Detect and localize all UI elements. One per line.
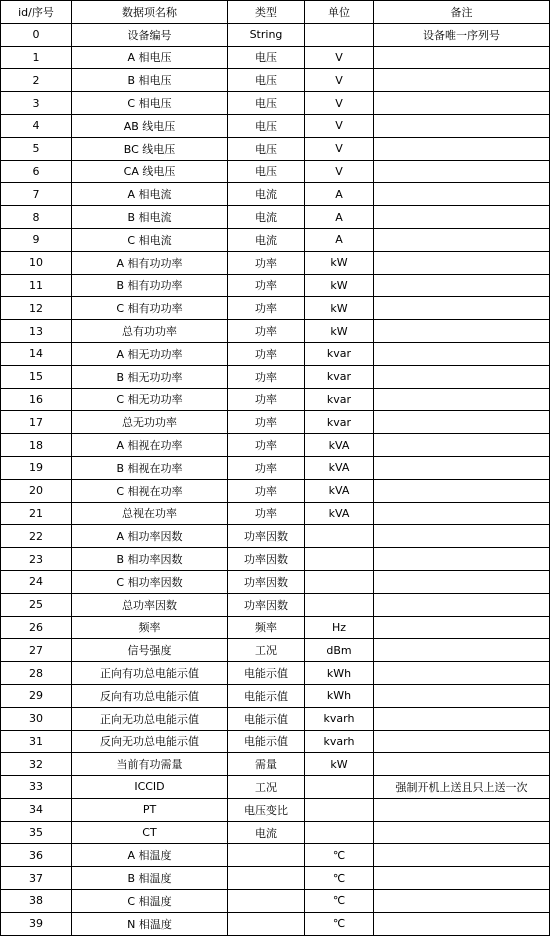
- cell-note: [374, 707, 550, 730]
- cell-id: 35: [1, 821, 72, 844]
- cell-unit: kVA: [305, 456, 374, 479]
- cell-id: 27: [1, 639, 72, 662]
- cell-unit: A: [305, 183, 374, 206]
- cell-note: [374, 411, 550, 434]
- cell-unit: V: [305, 137, 374, 160]
- cell-type: 工况: [228, 639, 305, 662]
- cell-id: 17: [1, 411, 72, 434]
- cell-note: [374, 137, 550, 160]
- cell-id: 38: [1, 890, 72, 913]
- cell-note: [374, 183, 550, 206]
- table-row: [1, 320, 550, 343]
- cell-id: 29: [1, 684, 72, 707]
- cell-type: 功率: [228, 388, 305, 411]
- cell-id: 33: [1, 776, 72, 799]
- cell-id: 31: [1, 730, 72, 753]
- cell-note: [374, 160, 550, 183]
- header-id: id/序号: [1, 1, 72, 24]
- cell-unit: ℃: [305, 867, 374, 890]
- cell-name: B 相电流: [72, 206, 228, 229]
- cell-note: [374, 206, 550, 229]
- table-header-row: [1, 1, 550, 24]
- table-row: [1, 456, 550, 479]
- cell-type: 电流: [228, 821, 305, 844]
- cell-id: 28: [1, 662, 72, 685]
- cell-type: 电压: [228, 160, 305, 183]
- table-row: [1, 616, 550, 639]
- table-row: [1, 23, 550, 46]
- table-row: [1, 844, 550, 867]
- cell-type: [228, 844, 305, 867]
- cell-type: 电流: [228, 206, 305, 229]
- cell-type: 功率: [228, 434, 305, 457]
- cell-note: [374, 479, 550, 502]
- cell-name: 设备编号: [72, 23, 228, 46]
- cell-unit: kW: [305, 297, 374, 320]
- cell-id: 37: [1, 867, 72, 890]
- cell-unit: V: [305, 46, 374, 69]
- cell-unit: kVA: [305, 502, 374, 525]
- table-row: [1, 160, 550, 183]
- cell-unit: kW: [305, 251, 374, 274]
- table-row: [1, 92, 550, 115]
- cell-name: A 相无功功率: [72, 342, 228, 365]
- cell-name: B 相有功功率: [72, 274, 228, 297]
- cell-name: CA 线电压: [72, 160, 228, 183]
- table-row: [1, 69, 550, 92]
- cell-id: 5: [1, 137, 72, 160]
- table-row: [1, 821, 550, 844]
- table-row: [1, 776, 550, 799]
- cell-name: 总功率因数: [72, 593, 228, 616]
- cell-note: [374, 570, 550, 593]
- cell-note: 强制开机上送且只上送一次: [374, 776, 550, 799]
- cell-id: 15: [1, 365, 72, 388]
- cell-type: [228, 867, 305, 890]
- cell-type: String: [228, 23, 305, 46]
- cell-unit: kWh: [305, 684, 374, 707]
- cell-unit: kvar: [305, 388, 374, 411]
- table-row: [1, 662, 550, 685]
- cell-id: 16: [1, 388, 72, 411]
- cell-note: [374, 320, 550, 343]
- cell-type: 功率: [228, 411, 305, 434]
- cell-id: 30: [1, 707, 72, 730]
- cell-unit: [305, 776, 374, 799]
- cell-name: A 相温度: [72, 844, 228, 867]
- cell-unit: V: [305, 160, 374, 183]
- cell-type: 工况: [228, 776, 305, 799]
- cell-note: [374, 890, 550, 913]
- cell-type: 功率: [228, 320, 305, 343]
- table-row: [1, 434, 550, 457]
- cell-name: 总视在功率: [72, 502, 228, 525]
- cell-unit: kvar: [305, 342, 374, 365]
- cell-type: 电压: [228, 69, 305, 92]
- cell-id: 1: [1, 46, 72, 69]
- cell-name: 总有功功率: [72, 320, 228, 343]
- table-row: [1, 730, 550, 753]
- cell-id: 8: [1, 206, 72, 229]
- cell-id: 14: [1, 342, 72, 365]
- cell-unit: V: [305, 92, 374, 115]
- cell-id: 18: [1, 434, 72, 457]
- cell-name: 频率: [72, 616, 228, 639]
- cell-note: [374, 730, 550, 753]
- cell-type: 功率因数: [228, 525, 305, 548]
- table-row: [1, 114, 550, 137]
- cell-name: C 相视在功率: [72, 479, 228, 502]
- cell-unit: [305, 593, 374, 616]
- cell-note: [374, 867, 550, 890]
- cell-type: 电流: [228, 183, 305, 206]
- table-row: [1, 639, 550, 662]
- cell-unit: [305, 570, 374, 593]
- cell-note: [374, 662, 550, 685]
- table-row: [1, 890, 550, 913]
- cell-unit: ℃: [305, 844, 374, 867]
- cell-id: 23: [1, 548, 72, 571]
- table-row: [1, 502, 550, 525]
- cell-type: 功率: [228, 456, 305, 479]
- cell-name: 信号强度: [72, 639, 228, 662]
- cell-unit: kW: [305, 274, 374, 297]
- cell-name: C 相无功功率: [72, 388, 228, 411]
- cell-note: [374, 456, 550, 479]
- cell-id: 11: [1, 274, 72, 297]
- cell-id: 2: [1, 69, 72, 92]
- table-row: [1, 342, 550, 365]
- table-row: [1, 228, 550, 251]
- cell-unit: kVA: [305, 434, 374, 457]
- table-row: [1, 684, 550, 707]
- cell-name: A 相有功功率: [72, 251, 228, 274]
- table-row: [1, 867, 550, 890]
- table-row: [1, 707, 550, 730]
- cell-note: [374, 297, 550, 320]
- cell-name: 总无功功率: [72, 411, 228, 434]
- table-row: [1, 525, 550, 548]
- cell-id: 20: [1, 479, 72, 502]
- cell-name: AB 线电压: [72, 114, 228, 137]
- cell-note: [374, 342, 550, 365]
- table-row: [1, 388, 550, 411]
- cell-note: [374, 821, 550, 844]
- cell-type: 功率因数: [228, 570, 305, 593]
- table-row: [1, 548, 550, 571]
- cell-type: 电压变比: [228, 798, 305, 821]
- cell-note: [374, 228, 550, 251]
- cell-id: 3: [1, 92, 72, 115]
- cell-type: 功率因数: [228, 593, 305, 616]
- cell-type: 功率: [228, 274, 305, 297]
- cell-type: 电压: [228, 92, 305, 115]
- cell-note: [374, 274, 550, 297]
- cell-type: 功率: [228, 502, 305, 525]
- cell-unit: kvar: [305, 411, 374, 434]
- header-name: 数据项名称: [72, 1, 228, 24]
- cell-unit: V: [305, 114, 374, 137]
- cell-note: [374, 593, 550, 616]
- cell-note: [374, 114, 550, 137]
- cell-unit: kVA: [305, 479, 374, 502]
- cell-name: B 相温度: [72, 867, 228, 890]
- table-row: [1, 183, 550, 206]
- cell-name: A 相电压: [72, 46, 228, 69]
- table-row: [1, 251, 550, 274]
- cell-name: C 相电流: [72, 228, 228, 251]
- cell-type: 功率: [228, 479, 305, 502]
- cell-id: 26: [1, 616, 72, 639]
- cell-unit: [305, 821, 374, 844]
- cell-id: 4: [1, 114, 72, 137]
- cell-note: [374, 92, 550, 115]
- cell-unit: [305, 525, 374, 548]
- cell-note: [374, 684, 550, 707]
- cell-type: 功率因数: [228, 548, 305, 571]
- table-row: [1, 479, 550, 502]
- cell-id: 32: [1, 753, 72, 776]
- cell-type: 电能示值: [228, 707, 305, 730]
- cell-name: 反向有功总电能示值: [72, 684, 228, 707]
- table-row: [1, 137, 550, 160]
- cell-name: B 相视在功率: [72, 456, 228, 479]
- cell-type: 功率: [228, 342, 305, 365]
- cell-unit: dBm: [305, 639, 374, 662]
- cell-unit: V: [305, 69, 374, 92]
- table-row: [1, 411, 550, 434]
- cell-unit: kvarh: [305, 730, 374, 753]
- cell-type: 电流: [228, 228, 305, 251]
- header-note: 备注: [374, 1, 550, 24]
- cell-note: [374, 388, 550, 411]
- cell-name: 正向无功总电能示值: [72, 707, 228, 730]
- cell-note: [374, 912, 550, 935]
- cell-id: 6: [1, 160, 72, 183]
- table-row: [1, 753, 550, 776]
- cell-type: [228, 912, 305, 935]
- cell-name: BC 线电压: [72, 137, 228, 160]
- cell-type: 功率: [228, 365, 305, 388]
- cell-name: A 相功率因数: [72, 525, 228, 548]
- cell-unit: [305, 798, 374, 821]
- cell-id: 39: [1, 912, 72, 935]
- cell-name: B 相功率因数: [72, 548, 228, 571]
- cell-unit: [305, 548, 374, 571]
- cell-id: 24: [1, 570, 72, 593]
- cell-id: 9: [1, 228, 72, 251]
- cell-note: [374, 548, 550, 571]
- cell-note: [374, 434, 550, 457]
- cell-type: 功率: [228, 251, 305, 274]
- cell-id: 19: [1, 456, 72, 479]
- cell-type: 功率: [228, 297, 305, 320]
- cell-name: ICCID: [72, 776, 228, 799]
- cell-id: 34: [1, 798, 72, 821]
- cell-note: [374, 251, 550, 274]
- cell-type: 电压: [228, 137, 305, 160]
- cell-id: 7: [1, 183, 72, 206]
- cell-unit: kW: [305, 753, 374, 776]
- cell-name: 当前有功需量: [72, 753, 228, 776]
- table-row: [1, 297, 550, 320]
- cell-unit: kWh: [305, 662, 374, 685]
- cell-name: 正向有功总电能示值: [72, 662, 228, 685]
- table-row: [1, 593, 550, 616]
- cell-unit: [305, 23, 374, 46]
- table-row: [1, 570, 550, 593]
- cell-unit: kvar: [305, 365, 374, 388]
- cell-name: CT: [72, 821, 228, 844]
- table-row: [1, 365, 550, 388]
- table-row: [1, 46, 550, 69]
- cell-id: 36: [1, 844, 72, 867]
- cell-unit: ℃: [305, 890, 374, 913]
- cell-note: [374, 616, 550, 639]
- cell-name: A 相电流: [72, 183, 228, 206]
- cell-type: 频率: [228, 616, 305, 639]
- cell-unit: ℃: [305, 912, 374, 935]
- cell-note: [374, 525, 550, 548]
- cell-unit: kW: [305, 320, 374, 343]
- cell-note: 设备唯一序列号: [374, 23, 550, 46]
- cell-type: [228, 890, 305, 913]
- cell-type: 电能示值: [228, 684, 305, 707]
- table-row: [1, 206, 550, 229]
- cell-note: [374, 639, 550, 662]
- cell-name: C 相功率因数: [72, 570, 228, 593]
- cell-type: 需量: [228, 753, 305, 776]
- cell-name: C 相有功功率: [72, 297, 228, 320]
- cell-type: 电能示值: [228, 662, 305, 685]
- cell-note: [374, 753, 550, 776]
- cell-name: B 相无功功率: [72, 365, 228, 388]
- cell-note: [374, 502, 550, 525]
- cell-name: A 相视在功率: [72, 434, 228, 457]
- cell-name: PT: [72, 798, 228, 821]
- cell-type: 电压: [228, 114, 305, 137]
- cell-name: B 相电压: [72, 69, 228, 92]
- header-type: 类型: [228, 1, 305, 24]
- cell-unit: A: [305, 206, 374, 229]
- cell-id: 0: [1, 23, 72, 46]
- table-row: [1, 798, 550, 821]
- cell-type: 电能示值: [228, 730, 305, 753]
- cell-note: [374, 365, 550, 388]
- cell-unit: Hz: [305, 616, 374, 639]
- cell-id: 10: [1, 251, 72, 274]
- cell-id: 25: [1, 593, 72, 616]
- cell-note: [374, 69, 550, 92]
- cell-unit: kvarh: [305, 707, 374, 730]
- cell-name: 反向无功总电能示值: [72, 730, 228, 753]
- table-row: [1, 274, 550, 297]
- cell-id: 13: [1, 320, 72, 343]
- cell-note: [374, 798, 550, 821]
- cell-id: 22: [1, 525, 72, 548]
- cell-name: C 相温度: [72, 890, 228, 913]
- cell-note: [374, 844, 550, 867]
- cell-note: [374, 46, 550, 69]
- cell-type: 电压: [228, 46, 305, 69]
- cell-unit: A: [305, 228, 374, 251]
- cell-name: C 相电压: [72, 92, 228, 115]
- cell-name: N 相温度: [72, 912, 228, 935]
- header-unit: 单位: [305, 1, 374, 24]
- cell-id: 12: [1, 297, 72, 320]
- cell-id: 21: [1, 502, 72, 525]
- table-row: [1, 912, 550, 935]
